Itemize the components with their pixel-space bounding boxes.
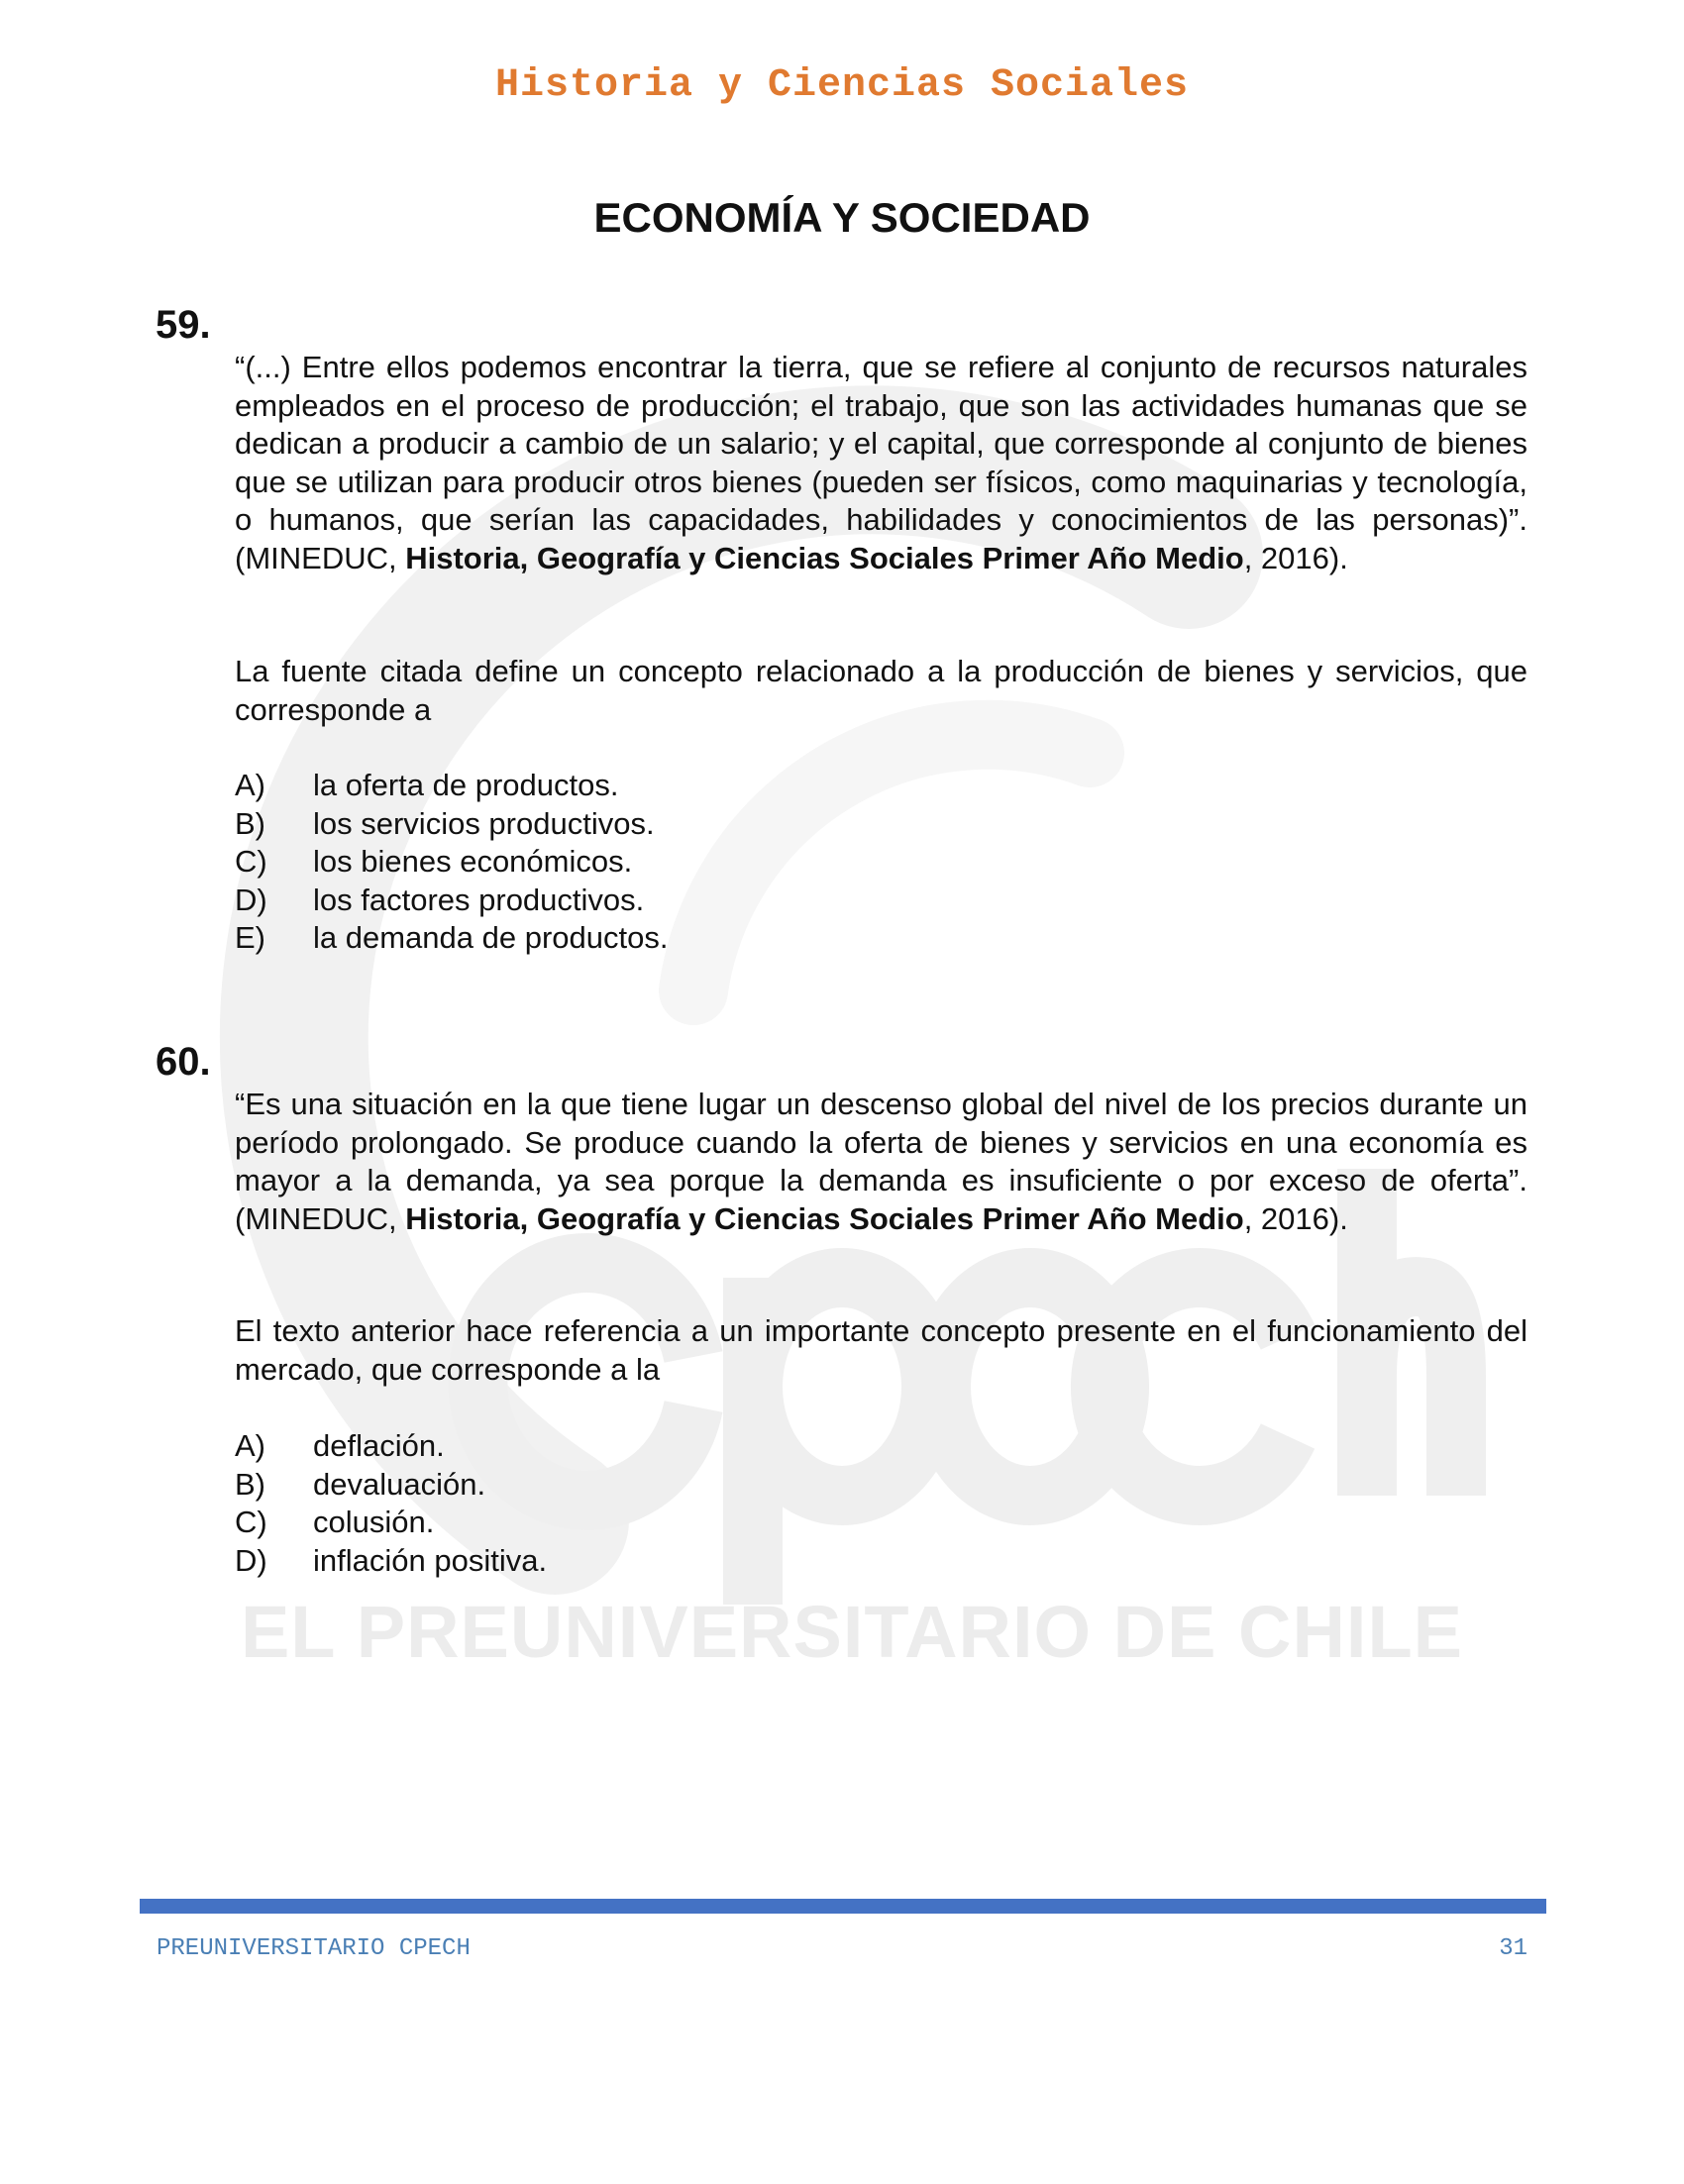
option-letter: D) (235, 1542, 267, 1578)
option-text: inflación positiva. (313, 1542, 548, 1578)
source-title: Historia, Geografía y Ciencias Sociales Primer Año Medio (405, 1200, 1244, 1236)
source-tail: , 2016). (1243, 540, 1348, 575)
footer-brand: PREUNIVERSITARIO CPECH (157, 1935, 471, 1962)
question-60-prompt (235, 1312, 1527, 1389)
answer-option[interactable] (235, 1542, 1126, 1581)
option-letter: B) (235, 1466, 265, 1502)
option-letter: E) (235, 920, 265, 955)
option-letter: A) (235, 768, 265, 802)
answer-option[interactable] (235, 1427, 1126, 1466)
answer-option[interactable] (235, 805, 1126, 844)
option-letter: D) (235, 882, 267, 917)
watermark-tagline: EL PREUNIVERSITARIO DE CHILE (240, 1591, 1464, 1673)
quote-text: “Es una situación en la que tiene lugar un descenso global del nivel de los precios durante un período prolongado. Se produce cuando la oferta de bienes y servicios en una economía es mayor a la demanda, ya sea porque la demanda es insuficiente o por exceso de oferta”. (MINEDUC, (235, 1087, 1527, 1236)
option-text: los servicios productivos. (313, 805, 655, 841)
page-number: 31 (1499, 1935, 1527, 1962)
answer-option[interactable] (235, 843, 1126, 882)
option-letter: C) (235, 844, 267, 879)
question-prompt: El texto anterior hace referencia a un importante concepto presente en el funcionamiento del mercado, que corresponde a la (235, 1313, 1527, 1387)
answer-option[interactable] (235, 919, 1126, 958)
question-59-options (235, 767, 1126, 958)
quote-text: “(...) Entre ellos podemos encontrar la tierra, que se refiere al conjunto de recursos naturales empleados en el proceso de producción; el trabajo, que son las actividades humanas que se dedican a producir a cambio de un salario; y el capital, que corresponde al conjunto de bienes que se utilizan para producir otros bienes (pueden ser físicos, como maquinarias y tecnología, o humanos, que serían las capacidades, habilidades y conocimientos de las personas)”. (MINEDUC, (235, 350, 1527, 575)
option-text: la oferta de productos. (313, 768, 619, 802)
answer-option[interactable] (235, 1504, 1126, 1542)
option-letter: C) (235, 1505, 267, 1539)
option-text: la demanda de productos. (313, 920, 669, 955)
answer-option[interactable] (235, 767, 1126, 805)
option-text: los factores productivos. (313, 882, 645, 917)
question-59-prompt (235, 653, 1527, 729)
question-prompt: La fuente citada define un concepto relacionado a la producción de bienes y servicios, que corresponde a (235, 654, 1527, 727)
footer-divider (140, 1899, 1546, 1914)
subject-header: Historia y Ciencias Sociales (494, 63, 1190, 108)
section-title: ECONOMÍA Y SOCIEDAD (593, 194, 1091, 241)
source-tail: , 2016). (1243, 1200, 1348, 1236)
source-title: Historia, Geografía y Ciencias Sociales Primer Año Medio (405, 540, 1244, 575)
answer-option[interactable] (235, 882, 1126, 920)
option-letter: B) (235, 805, 265, 841)
question-number: 60. (156, 1040, 211, 1084)
option-text: deflación. (313, 1428, 445, 1463)
option-text: colusión. (313, 1505, 435, 1539)
option-letter: A) (235, 1428, 265, 1463)
question-59-source-quote (235, 349, 1527, 577)
answer-option[interactable] (235, 1466, 1126, 1505)
question-number: 59. (156, 303, 211, 347)
question-60-options (235, 1427, 1126, 1580)
option-text: devaluación. (313, 1466, 486, 1502)
question-60-source-quote (235, 1086, 1527, 1238)
option-text: los bienes económicos. (313, 844, 633, 879)
